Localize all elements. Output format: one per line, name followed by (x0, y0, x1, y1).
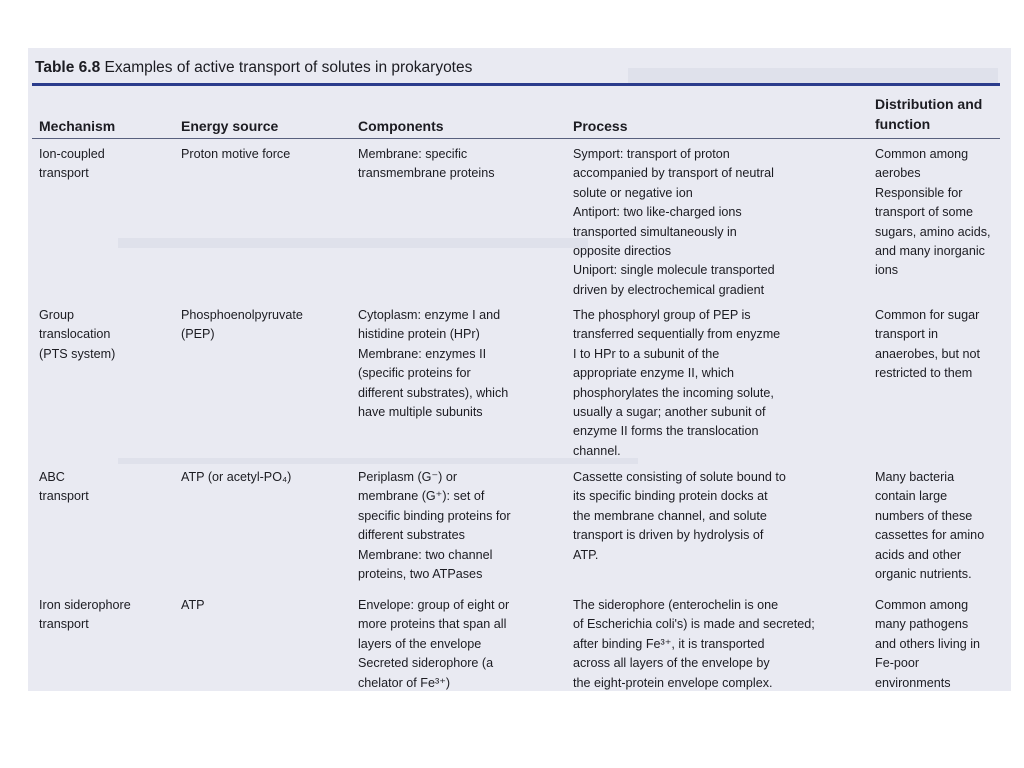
cell-line: phosphorylates the incoming solute, (573, 385, 774, 400)
cell-line: organic nutrients. (875, 567, 972, 582)
bleed-through-shade (118, 238, 588, 248)
cell-components (358, 596, 509, 691)
cell-energy-source (181, 306, 303, 345)
cell-line: Antiport: two like-charged ions (573, 205, 742, 220)
cell-mechanism (39, 468, 89, 507)
cell-line: acids and other (875, 547, 962, 562)
cell-process (573, 596, 815, 691)
cell-line: ATP (181, 598, 205, 612)
cell-line: translocation (39, 327, 111, 342)
cell-line: Common for sugar (875, 308, 980, 322)
cell-line: Ion-coupled (39, 147, 105, 161)
cell-line: Responsible for (875, 185, 963, 200)
cell-line: Common among (875, 598, 969, 612)
cell-line: proteins, two ATPases (358, 567, 483, 582)
cell-line: Proton motive force (181, 147, 291, 161)
cell-line: and others living in (875, 636, 981, 651)
header-distribution-line: function (875, 116, 931, 132)
table-caption (35, 59, 472, 77)
cell-line: Fe-poor (875, 656, 920, 671)
cell-components (358, 468, 511, 584)
cell-line: transported simultaneously in (573, 224, 737, 239)
cell-line: (PTS system) (39, 346, 116, 361)
cell-line: Membrane: two channel (358, 547, 493, 562)
header-mechanism: Mechanism (39, 118, 116, 134)
cell-line: different substrates (358, 528, 465, 543)
cell-line: Iron siderophore (39, 598, 131, 612)
cell-line: transport (39, 166, 89, 181)
cell-line: Secreted siderophore (a (358, 656, 494, 671)
cell-line: Common among (875, 147, 969, 161)
cell-process (573, 468, 786, 565)
cell-line: many pathogens (875, 617, 969, 632)
header-energy-source: Energy source (181, 118, 279, 134)
cell-distribution (875, 596, 980, 691)
cell-line: opposite directios (573, 244, 672, 259)
cell-line: aerobes (875, 166, 921, 181)
cell-line: transport (39, 489, 89, 504)
cell-line: have multiple subunits (358, 405, 483, 420)
cell-line: (PEP) (181, 327, 215, 342)
cell-process (573, 306, 780, 461)
header-process: Process (573, 118, 628, 134)
cell-line: Cassette consisting of solute bound to (573, 470, 786, 484)
table-number: Table 6.8 (35, 59, 101, 76)
cell-components (358, 145, 495, 184)
cell-line: ABC (39, 470, 65, 484)
cell-mechanism (39, 596, 131, 635)
cell-line: Phosphoenolpyruvate (181, 308, 303, 322)
cell-line: across all layers of the envelope by (573, 656, 770, 671)
cell-line: The siderophore (enterochelin is one (573, 598, 779, 612)
cell-line: membrane (G⁺): set of (358, 489, 485, 504)
cell-distribution (875, 145, 991, 281)
cell-line: The phosphoryl group of PEP is (573, 308, 751, 322)
cell-line: enzyme II forms the translocation (573, 424, 759, 439)
cell-line: I to HPr to a subunit of the (573, 346, 720, 361)
cell-line: different substrates), which (358, 385, 509, 400)
cell-line: accompanied by transport of neutral (573, 166, 774, 181)
cell-line: cassettes for amino (875, 528, 985, 543)
cell-process (573, 145, 775, 300)
cell-line: Symport: transport of proton (573, 147, 730, 161)
cell-line: ATP. (573, 547, 599, 562)
cell-distribution (875, 468, 984, 584)
cell-energy-source (181, 468, 291, 487)
cell-line: Envelope: group of eight or (358, 598, 510, 612)
cell-line: transport is driven by hydrolysis of (573, 528, 764, 543)
cell-components (358, 306, 508, 422)
table-title: Examples of active transport of solutes in prokaryotes (100, 59, 473, 76)
cell-line: driven by electrochemical gradient (573, 282, 765, 297)
cell-line: channel. (573, 443, 621, 458)
cell-line: appropriate enzyme II, which (573, 366, 735, 381)
cell-line: transport of some (875, 205, 973, 220)
cell-line: numbers of these (875, 508, 973, 523)
scanned-table-page (28, 48, 1011, 691)
cell-line: after binding Fe³⁺, it is transported (573, 636, 765, 651)
caption-rule (32, 83, 1000, 86)
cell-line: Group (39, 308, 75, 322)
cell-line: Uniport: single molecule transported (573, 263, 775, 278)
header-components: Components (358, 118, 444, 134)
cell-mechanism (39, 306, 115, 364)
cell-line: solute or negative ion (573, 185, 693, 200)
cell-line: ATP (or acetyl-PO₄) (181, 470, 292, 484)
cell-line: usually a sugar; another subunit of (573, 405, 766, 420)
header-distribution-line: Distribution and (875, 96, 983, 112)
cell-line: Membrane: enzymes II (358, 346, 487, 361)
cell-line: (specific proteins for (358, 366, 471, 381)
cell-line: the membrane channel, and solute (573, 508, 767, 523)
cell-line: transmembrane proteins (358, 166, 495, 181)
cell-line: layers of the envelope (358, 636, 482, 651)
cell-line: Many bacteria (875, 470, 955, 484)
cell-line: ions (875, 263, 899, 278)
cell-line: Cytoplasm: enzyme I and (358, 308, 501, 322)
cell-line: of Escherichia coli's) is made and secreted; (573, 617, 815, 632)
cell-distribution (875, 306, 980, 384)
cell-line: Periplasm (G⁻) or (358, 470, 458, 484)
cell-line: more proteins that span all (358, 617, 507, 632)
cell-line: specific binding proteins for (358, 508, 511, 523)
cell-line: restricted to them (875, 366, 973, 381)
header-rule (32, 138, 1000, 139)
cell-line: sugars, amino acids, (875, 224, 991, 239)
cell-line: anaerobes, but not (875, 346, 981, 361)
cell-line: histidine protein (HPr) (358, 327, 480, 342)
cell-line: contain large (875, 489, 948, 504)
bleed-through-shade (118, 458, 638, 464)
cell-energy-source (181, 596, 205, 615)
cell-line: its specific binding protein docks at (573, 489, 768, 504)
cell-line: environments (875, 675, 951, 690)
cell-line: transferred sequentially from enyzme (573, 327, 781, 342)
cell-line: transport (39, 617, 89, 632)
cell-line: transport in (875, 327, 938, 342)
cell-energy-source (181, 145, 290, 164)
cell-line: the eight-protein envelope complex. (573, 675, 773, 690)
cell-line: and many inorganic (875, 244, 985, 259)
cell-line: chelator of Fe³⁺) (358, 675, 451, 690)
header-distribution (875, 94, 982, 134)
cell-mechanism (39, 145, 105, 184)
cell-line: Membrane: specific (358, 147, 468, 161)
